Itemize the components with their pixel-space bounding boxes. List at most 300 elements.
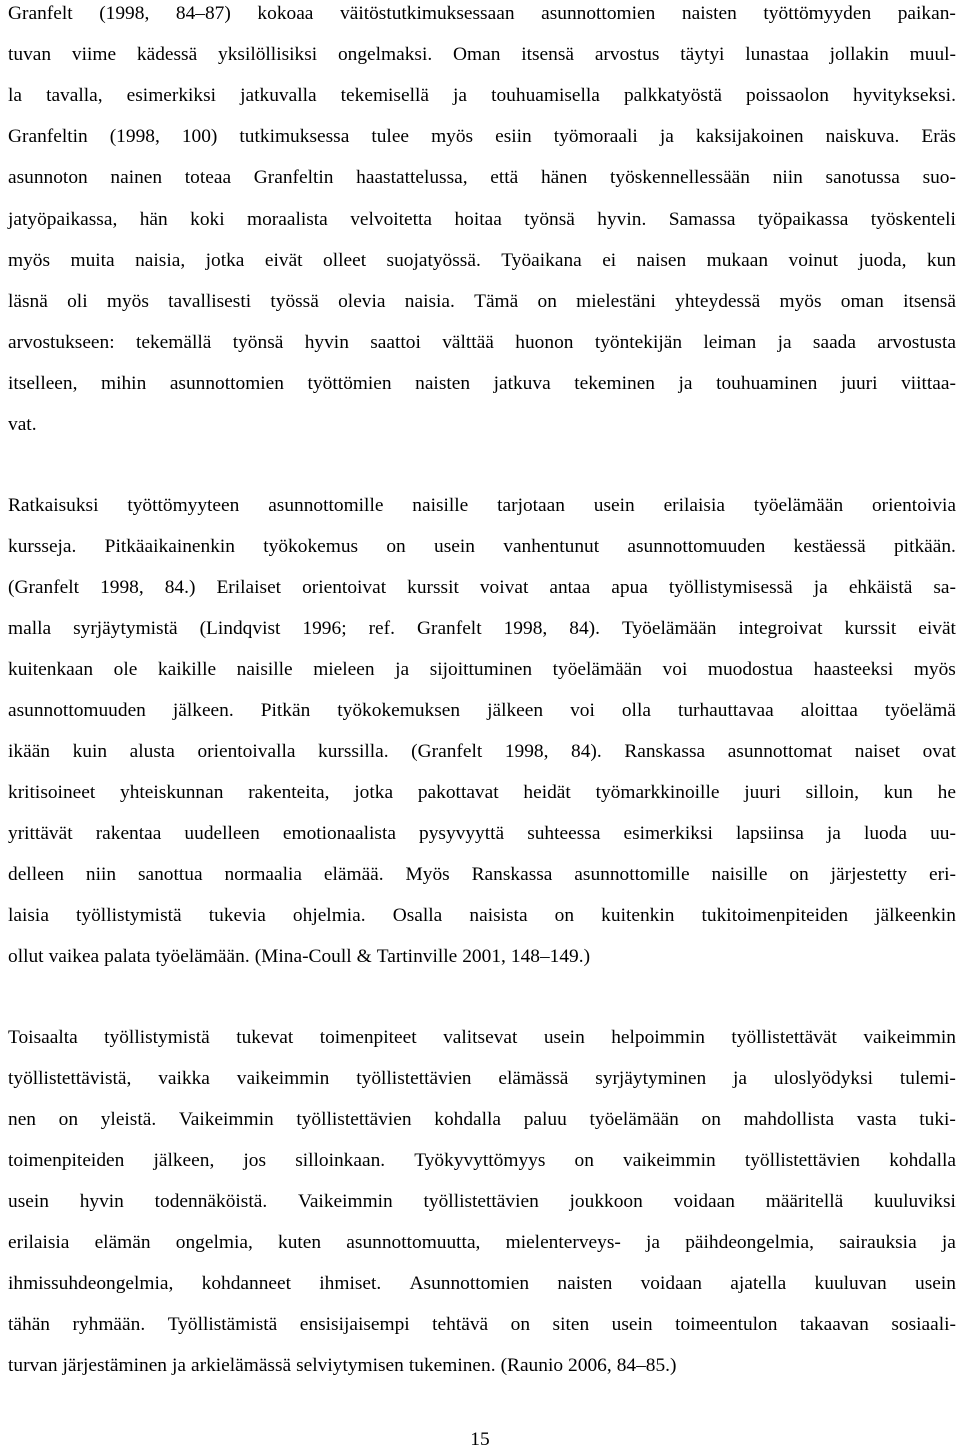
word: niin bbox=[772, 167, 803, 188]
text-line bbox=[8, 1231, 956, 1255]
word: tuvan bbox=[8, 44, 52, 65]
word: esimerkiksi bbox=[623, 823, 713, 844]
word: ole bbox=[113, 659, 138, 680]
word: moraalista bbox=[247, 209, 328, 230]
word: tavallisesti bbox=[168, 291, 252, 312]
word: mielestäni bbox=[576, 291, 656, 312]
word: (Granfelt bbox=[411, 741, 483, 762]
word: täytyi bbox=[680, 44, 725, 65]
text-line bbox=[8, 1108, 956, 1132]
word: 100) bbox=[181, 126, 218, 147]
word: järjestäminen bbox=[62, 1355, 167, 1376]
word: jälkeen bbox=[487, 700, 544, 721]
word: työssä bbox=[270, 291, 319, 312]
word: on bbox=[537, 291, 557, 312]
word: syrjäytymistä bbox=[73, 618, 178, 639]
word: tekemisellä bbox=[340, 85, 429, 106]
word: Eräs bbox=[921, 126, 956, 147]
word: toimenpiteet bbox=[319, 1027, 417, 1048]
word: itsensä bbox=[903, 291, 956, 312]
word: on bbox=[701, 1109, 721, 1130]
word: vaikea bbox=[48, 946, 100, 967]
word: työmarkkinoille bbox=[595, 782, 720, 803]
word: laisia bbox=[8, 905, 49, 926]
word: jotka bbox=[354, 782, 394, 803]
word: malla bbox=[8, 618, 52, 639]
word: itselleen, bbox=[8, 373, 78, 394]
word: emotionaalista bbox=[282, 823, 396, 844]
word: orientoivalla bbox=[197, 741, 296, 762]
word: työnsä bbox=[232, 332, 284, 353]
word: 2001, bbox=[462, 946, 506, 967]
word: Työaikana bbox=[501, 250, 582, 271]
word: tutkimuksessa bbox=[239, 126, 350, 147]
word: viime bbox=[71, 44, 117, 65]
word: Ratkaisuksi bbox=[8, 495, 99, 516]
word: vaikeimmin bbox=[236, 1068, 330, 1089]
word: kurssit bbox=[407, 577, 459, 598]
word: velvoitetta bbox=[350, 209, 433, 230]
word: hänen bbox=[540, 167, 588, 188]
word: tavalla, bbox=[46, 85, 103, 106]
word: ja bbox=[941, 1232, 956, 1253]
word: esiin bbox=[495, 126, 532, 147]
text-line bbox=[8, 208, 956, 232]
word: ei bbox=[602, 250, 617, 271]
word: työskennellessään bbox=[609, 167, 750, 188]
text-line bbox=[8, 617, 956, 641]
word: 84–87) bbox=[175, 3, 231, 24]
word: rakentaa bbox=[95, 823, 162, 844]
word: (Lindqvist bbox=[199, 618, 281, 639]
word: arvostusta bbox=[877, 332, 956, 353]
word: tekemällä bbox=[135, 332, 212, 353]
text-line bbox=[8, 781, 956, 805]
word: arvostus bbox=[594, 44, 660, 65]
word: 1998, bbox=[100, 577, 144, 598]
word: kädessä bbox=[136, 44, 198, 65]
word: lapsiinsa bbox=[735, 823, 804, 844]
text-line bbox=[8, 1067, 956, 1091]
word: jatyöpaikassa, bbox=[8, 209, 118, 230]
word: kohdanneet bbox=[201, 1273, 292, 1294]
word: itsensä bbox=[521, 44, 575, 65]
word: haastattelussa, bbox=[356, 167, 468, 188]
word: asunnottomille bbox=[268, 495, 384, 516]
word: vaikeimmin bbox=[863, 1027, 956, 1048]
word: tukitoimenpiteiden bbox=[701, 905, 849, 926]
word: jotka bbox=[205, 250, 245, 271]
word: elämää. bbox=[323, 864, 384, 885]
word: Tartinville bbox=[376, 946, 458, 967]
word: palata bbox=[104, 946, 151, 967]
word: kuitenkaan bbox=[8, 659, 94, 680]
word: eivät bbox=[264, 250, 303, 271]
word: voidaan bbox=[673, 1191, 735, 1212]
word: hyvitykseksi. bbox=[853, 85, 956, 106]
word: voidaan bbox=[640, 1273, 702, 1294]
word: työelämään bbox=[552, 659, 642, 680]
word: naisille bbox=[412, 495, 469, 516]
word: voinut bbox=[788, 250, 839, 271]
word: uloslyödyksi bbox=[773, 1068, 874, 1089]
word: jälkeen, bbox=[153, 1150, 215, 1171]
word: apua bbox=[611, 577, 648, 598]
word: työpaikassa bbox=[757, 209, 849, 230]
word: saada bbox=[812, 332, 856, 353]
word: sa- bbox=[933, 577, 956, 598]
word: naisia, bbox=[135, 250, 186, 271]
word: silloin, bbox=[805, 782, 859, 803]
word: erilaisia bbox=[8, 1232, 70, 1253]
text-line bbox=[8, 331, 956, 355]
text-line bbox=[8, 372, 956, 396]
word: tukeminen. bbox=[408, 1355, 496, 1376]
word: olleet bbox=[323, 250, 367, 271]
word: mahdollista bbox=[743, 1109, 835, 1130]
word: 84–85.) bbox=[616, 1355, 677, 1376]
word: naisten bbox=[557, 1273, 613, 1294]
text-line bbox=[8, 84, 956, 108]
word: hyvin bbox=[304, 332, 349, 353]
word: ja bbox=[733, 1068, 748, 1089]
word: kaikille bbox=[157, 659, 217, 680]
word: kuitenkin bbox=[601, 905, 675, 926]
word: (Mina-Coull bbox=[254, 946, 352, 967]
text-line bbox=[8, 249, 956, 273]
word: jollakin bbox=[829, 44, 889, 65]
word: vanhentunut bbox=[503, 536, 600, 557]
word: ref. bbox=[368, 618, 395, 639]
word: integroivat bbox=[738, 618, 823, 639]
word: päihdeongelmia, bbox=[685, 1232, 814, 1253]
word: naisen bbox=[636, 250, 687, 271]
word: koki bbox=[190, 209, 225, 230]
word: Pitkäaikainenkin bbox=[104, 536, 235, 557]
word: hän bbox=[139, 209, 168, 230]
text-line bbox=[8, 740, 956, 764]
word: tulee bbox=[371, 126, 410, 147]
word: juuri bbox=[744, 782, 781, 803]
word: takaavan bbox=[799, 1314, 869, 1335]
word: syrjäytyminen bbox=[595, 1068, 707, 1089]
word: työelämään bbox=[753, 495, 844, 516]
word: yleistä. bbox=[100, 1109, 157, 1130]
word: tehtävä bbox=[432, 1314, 489, 1335]
word: normaalia bbox=[224, 864, 302, 885]
word: niin bbox=[85, 864, 117, 885]
word: leiman bbox=[703, 332, 757, 353]
word: työnsä bbox=[524, 209, 575, 230]
text-line bbox=[8, 290, 956, 314]
word: työelämään bbox=[589, 1109, 679, 1130]
word: Työelämään bbox=[621, 618, 717, 639]
word: tukevat bbox=[236, 1027, 294, 1048]
word: poissaolon bbox=[746, 85, 829, 106]
word: ja bbox=[453, 85, 468, 106]
word: voi bbox=[662, 659, 688, 680]
text-line bbox=[8, 1026, 956, 1050]
word: jatkuvalla bbox=[240, 85, 317, 106]
word: ongelmia, bbox=[175, 1232, 253, 1253]
word: Ranskassa bbox=[624, 741, 706, 762]
word: naisille bbox=[236, 659, 293, 680]
text-line bbox=[8, 2, 956, 26]
text-line bbox=[8, 863, 956, 887]
word: naiskuva. bbox=[825, 126, 900, 147]
word: aloittaa bbox=[800, 700, 858, 721]
word: kuten bbox=[278, 1232, 322, 1253]
word: asunnottomien bbox=[169, 373, 284, 394]
word: ihmissuhdeongelmia, bbox=[8, 1273, 174, 1294]
word: 148–149.) bbox=[510, 946, 591, 967]
word: pakottavat bbox=[417, 782, 499, 803]
word: asunnottomat bbox=[727, 741, 833, 762]
word: Vaikeimmin bbox=[178, 1109, 274, 1130]
word: kuuluviksi bbox=[874, 1191, 956, 1212]
word: 1996; bbox=[302, 618, 347, 639]
word: tarjotaan bbox=[497, 495, 565, 516]
word: Työllistämistä bbox=[167, 1314, 278, 1335]
word: rakenteita, bbox=[248, 782, 330, 803]
word: tukevia bbox=[208, 905, 266, 926]
word: suhteessa bbox=[527, 823, 601, 844]
word: naisten bbox=[681, 3, 737, 24]
word: työllistettävien bbox=[423, 1191, 539, 1212]
word: työelämä bbox=[884, 700, 956, 721]
word: suojatyössä. bbox=[386, 250, 481, 271]
word: vasta bbox=[856, 1109, 897, 1130]
word: pysyvyyttä bbox=[419, 823, 505, 844]
word: Oman bbox=[453, 44, 501, 65]
word: on bbox=[58, 1109, 79, 1130]
word: työkokemus bbox=[263, 536, 359, 557]
word: juoda, bbox=[858, 250, 907, 271]
word: myös bbox=[431, 126, 474, 147]
word: orientoivia bbox=[871, 495, 956, 516]
text-line bbox=[8, 494, 956, 518]
word: todennäköistä. bbox=[154, 1191, 268, 1212]
word: muita bbox=[70, 250, 115, 271]
word: 1998, bbox=[504, 741, 549, 762]
text-line bbox=[8, 1313, 956, 1337]
word: myös bbox=[913, 659, 956, 680]
word: yhteydessä bbox=[675, 291, 761, 312]
word: voi bbox=[570, 700, 595, 721]
word: ensisijaisempi bbox=[299, 1314, 410, 1335]
word: tulemi- bbox=[899, 1068, 956, 1089]
word: arvostukseen: bbox=[8, 332, 115, 353]
word: naisille bbox=[711, 864, 768, 885]
word: vaikka bbox=[158, 1068, 210, 1089]
word: paikan- bbox=[897, 3, 956, 24]
word: ajatella bbox=[730, 1273, 787, 1294]
word: yrittävät bbox=[8, 823, 73, 844]
word: väitöstutkimuksessaan bbox=[340, 3, 515, 24]
word: usein bbox=[611, 1314, 653, 1335]
word: helpoimmin bbox=[611, 1027, 705, 1048]
word: jos bbox=[243, 1150, 267, 1171]
text-line bbox=[8, 166, 956, 190]
word: uudelleen bbox=[184, 823, 260, 844]
word: turhauttavaa bbox=[677, 700, 774, 721]
word: jälkeenkin bbox=[875, 905, 956, 926]
word: muul- bbox=[909, 44, 956, 65]
word: asunnottomille bbox=[574, 864, 690, 885]
word: suo- bbox=[922, 167, 956, 188]
word: jälkeen. bbox=[172, 700, 234, 721]
word: myös bbox=[8, 250, 51, 271]
word: (1998, bbox=[99, 3, 150, 24]
word: asunnoton bbox=[8, 167, 88, 188]
word: on bbox=[510, 1314, 531, 1335]
word: kohdalla bbox=[434, 1109, 502, 1130]
word: ollut bbox=[8, 946, 44, 967]
word: esimerkiksi bbox=[126, 85, 217, 106]
text-line bbox=[8, 576, 956, 600]
word: Ranskassa bbox=[471, 864, 553, 885]
word: he bbox=[937, 782, 956, 803]
word: on bbox=[554, 905, 575, 926]
word: Osalla bbox=[392, 905, 443, 926]
word: toimenpiteiden bbox=[8, 1150, 125, 1171]
word: 84.) bbox=[164, 577, 196, 598]
word: selviytymisen bbox=[296, 1355, 404, 1376]
word: siten bbox=[552, 1314, 590, 1335]
word: naisia. bbox=[404, 291, 455, 312]
word: (1998, bbox=[109, 126, 160, 147]
word: kuuluvan bbox=[814, 1273, 887, 1294]
word: kun bbox=[883, 782, 913, 803]
text-line bbox=[8, 904, 956, 928]
word: on bbox=[386, 536, 406, 557]
word: ongelmaksi. bbox=[337, 44, 433, 65]
word: sanotussa bbox=[825, 167, 900, 188]
word: (Raunio bbox=[500, 1355, 564, 1376]
word: mukaan bbox=[706, 250, 769, 271]
word: heidät bbox=[523, 782, 571, 803]
word: työmoraali bbox=[553, 126, 638, 147]
word: tuki- bbox=[919, 1109, 956, 1130]
word: asunnottomuuden bbox=[627, 536, 766, 557]
word: on bbox=[789, 864, 809, 885]
word: sosiaali- bbox=[891, 1314, 956, 1335]
word: kurssit bbox=[844, 618, 897, 639]
word: delleen bbox=[8, 864, 64, 885]
text-line bbox=[8, 125, 956, 149]
word: työllistettävien bbox=[744, 1150, 861, 1171]
word: työttömyyden bbox=[763, 3, 872, 24]
text-line bbox=[8, 1354, 956, 1378]
word: usein bbox=[434, 536, 475, 557]
word: elämässä bbox=[498, 1068, 569, 1089]
word: työelämään. bbox=[155, 946, 250, 967]
word: ihmiset. bbox=[319, 1273, 382, 1294]
word: naisten bbox=[415, 373, 471, 394]
word: työllistettävien bbox=[356, 1068, 472, 1089]
word: Toisaalta bbox=[8, 1027, 78, 1048]
word: mieleen bbox=[313, 659, 375, 680]
word: tähän bbox=[8, 1314, 50, 1335]
word: viittaa- bbox=[901, 373, 956, 394]
word: että bbox=[490, 167, 519, 188]
word: työskenteli bbox=[870, 209, 956, 230]
word: pitkään. bbox=[893, 536, 956, 557]
word: vaikeimmin bbox=[623, 1150, 716, 1171]
word: työttömien bbox=[307, 373, 392, 394]
word: työttömyyteen bbox=[127, 495, 240, 516]
word: touhuamisella bbox=[491, 85, 600, 106]
word: asunnottomuutta, bbox=[346, 1232, 481, 1253]
word: Samassa bbox=[668, 209, 736, 230]
word: usein bbox=[915, 1273, 956, 1294]
text-line bbox=[8, 699, 956, 723]
word: Myös bbox=[405, 864, 450, 885]
word: yksilöllisiksi bbox=[218, 44, 318, 65]
text-line bbox=[8, 1149, 956, 1173]
word: työllistettävistä, bbox=[8, 1068, 132, 1089]
word: ovat bbox=[922, 741, 956, 762]
word: ehkäistä bbox=[848, 577, 913, 598]
word: 84). bbox=[571, 741, 602, 762]
word: kursseja. bbox=[8, 536, 77, 557]
word: Työkyvyttömyys bbox=[414, 1150, 546, 1171]
word: Granfelt bbox=[416, 618, 482, 639]
word: yhteiskunnan bbox=[120, 782, 224, 803]
word: (Granfelt bbox=[8, 577, 80, 598]
text-line bbox=[8, 658, 956, 682]
word: myös bbox=[106, 291, 149, 312]
text-line bbox=[8, 535, 956, 559]
word: ja bbox=[777, 332, 792, 353]
word: on bbox=[574, 1150, 594, 1171]
word: ja bbox=[172, 1355, 186, 1376]
word: orientoivat bbox=[302, 577, 387, 598]
word: toteaa bbox=[184, 167, 232, 188]
text-line bbox=[8, 945, 956, 969]
word: Tämä bbox=[474, 291, 519, 312]
word: asunnottomuuden bbox=[8, 700, 146, 721]
word: Granfeltin bbox=[8, 126, 88, 147]
word: työkokemuksen bbox=[337, 700, 461, 721]
word: työllistymistä bbox=[104, 1027, 210, 1048]
text-line bbox=[8, 1190, 956, 1214]
word: välttää bbox=[442, 332, 494, 353]
word: Asunnottomien bbox=[409, 1273, 530, 1294]
word: oman bbox=[840, 291, 884, 312]
word: Erilaiset bbox=[216, 577, 282, 598]
word: muodostua bbox=[707, 659, 793, 680]
text-line bbox=[8, 1272, 956, 1296]
word: Granfeltin bbox=[253, 167, 334, 188]
word: kun bbox=[926, 250, 956, 271]
word: olla bbox=[621, 700, 651, 721]
word: palkkatyöstä bbox=[623, 85, 722, 106]
word: ryhmään. bbox=[72, 1314, 146, 1335]
word: jatkuva bbox=[493, 373, 551, 394]
word: ja bbox=[826, 823, 841, 844]
word: työllistettävät bbox=[731, 1027, 837, 1048]
word: myös bbox=[779, 291, 822, 312]
word: uu- bbox=[930, 823, 956, 844]
word: hyvin bbox=[79, 1191, 124, 1212]
word: eivät bbox=[918, 618, 956, 639]
word: Pitkän bbox=[260, 700, 311, 721]
word: ohjelmia. bbox=[292, 905, 366, 926]
text-line bbox=[8, 43, 956, 67]
word: sairauksia bbox=[839, 1232, 917, 1253]
word: elämän bbox=[94, 1232, 151, 1253]
